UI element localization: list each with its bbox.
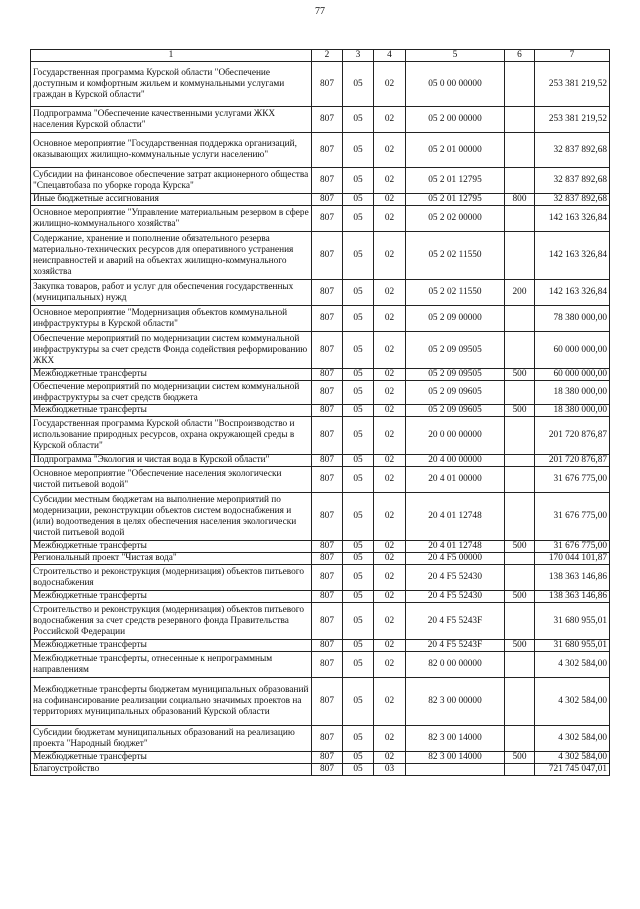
cell-name: Межбюджетные трансферты (31, 405, 312, 417)
cell-name: Субсидии бюджетам муниципальных образований на реализацию проекта "Народный бюджет" (31, 726, 312, 752)
header-col-3: 3 (343, 50, 374, 62)
page-number: 77 (315, 6, 325, 17)
cell-amount: 142 163 326,84 (535, 206, 610, 232)
cell-expense-type: 800 (505, 194, 535, 206)
table-row (31, 553, 610, 565)
table-row (31, 369, 610, 381)
cell-expense-type (505, 467, 535, 493)
cell-amount: 4 302 584,00 (535, 752, 610, 764)
cell-amount: 31 680 955,01 (535, 603, 610, 640)
cell-subsection: 02 (374, 652, 406, 678)
cell-subsection: 02 (374, 565, 406, 591)
cell-section: 05 (343, 405, 374, 417)
cell-amount: 201 720 876,87 (535, 455, 610, 467)
cell-expense-type (505, 107, 535, 133)
cell-admin-code: 807 (312, 332, 343, 369)
cell-name: Обеспечение мероприятий по модернизации систем коммунальной инфраструктуры за счет средств Фонда содействия реформированию ЖКХ (31, 332, 312, 369)
cell-name: Строительство и реконструкция (модернизация) объектов питьевого водоснабжения (31, 565, 312, 591)
table-row (31, 417, 610, 455)
cell-expense-type (505, 417, 535, 455)
cell-subsection: 02 (374, 381, 406, 405)
cell-name: Подпрограмма "Обеспечение качественными услугами ЖКХ населения Курской области" (31, 107, 312, 133)
cell-admin-code: 807 (312, 591, 343, 603)
cell-name: Основное мероприятие "Обеспечение населения экологически чистой питьевой водой" (31, 467, 312, 493)
cell-subsection: 02 (374, 280, 406, 306)
cell-target-article: 82 3 00 14000 (406, 726, 505, 752)
cell-admin-code: 807 (312, 553, 343, 565)
cell-name: Обеспечение мероприятий по модернизации систем коммунальной инфраструктуры за счет средств бюджета (31, 381, 312, 405)
table-row (31, 107, 610, 133)
cell-expense-type (505, 206, 535, 232)
header-col-2: 2 (312, 50, 343, 62)
cell-name: Региональный проект "Чистая вода" (31, 553, 312, 565)
cell-section: 05 (343, 455, 374, 467)
table-row (31, 467, 610, 493)
cell-amount: 721 745 047,01 (535, 764, 610, 776)
cell-section: 05 (343, 603, 374, 640)
cell-target-article: 05 0 00 00000 (406, 62, 505, 107)
cell-name: Подпрограмма "Экология и чистая вода в Курской области" (31, 455, 312, 467)
cell-section: 05 (343, 678, 374, 726)
cell-subsection: 02 (374, 726, 406, 752)
cell-subsection: 02 (374, 541, 406, 553)
cell-subsection: 02 (374, 603, 406, 640)
cell-target-article: 20 4 F5 5243F (406, 603, 505, 640)
table-row (31, 168, 610, 194)
budget-table (30, 49, 610, 776)
cell-name: Основное мероприятие "Управление материальным резервом в сфере жилищно-коммунального хозяйства" (31, 206, 312, 232)
cell-subsection: 02 (374, 306, 406, 332)
cell-expense-type (505, 133, 535, 168)
cell-expense-type: 500 (505, 369, 535, 381)
cell-name: Государственная программа Курской области "Обеспечение доступным и комфортным жильем и коммунальными услугами граждан в Курской области" (31, 62, 312, 107)
cell-name: Благоустройство (31, 764, 312, 776)
cell-amount: 18 380 000,00 (535, 405, 610, 417)
cell-expense-type (505, 603, 535, 640)
cell-amount: 142 163 326,84 (535, 280, 610, 306)
cell-subsection: 02 (374, 206, 406, 232)
cell-section: 05 (343, 369, 374, 381)
table-row (31, 62, 610, 107)
cell-subsection: 02 (374, 369, 406, 381)
cell-expense-type (505, 168, 535, 194)
cell-subsection: 02 (374, 168, 406, 194)
cell-name: Содержание, хранение и пополнение обязательного резерва материально-технических ресурсов для оперативного устранения неисправностей и аварий на объектах жилищно-коммунального хозяйства (31, 232, 312, 280)
cell-name: Субсидии местным бюджетам на выполнение мероприятий по модернизации, реконструкции объектов систем водоснабжения и (или) водоотведения в целях обеспечения населения экологически чистой питьевой водой (31, 493, 312, 541)
cell-section: 05 (343, 591, 374, 603)
header-col-6: 6 (505, 50, 535, 62)
cell-admin-code: 807 (312, 107, 343, 133)
cell-expense-type (505, 553, 535, 565)
cell-amount: 142 163 326,84 (535, 232, 610, 280)
cell-admin-code: 807 (312, 565, 343, 591)
cell-expense-type (505, 726, 535, 752)
cell-name: Иные бюджетные ассигнования (31, 194, 312, 206)
cell-admin-code: 807 (312, 455, 343, 467)
cell-subsection: 02 (374, 133, 406, 168)
table-row (31, 726, 610, 752)
cell-amount: 60 000 000,00 (535, 369, 610, 381)
cell-section: 05 (343, 168, 374, 194)
cell-name: Межбюджетные трансферты (31, 369, 312, 381)
cell-target-article: 82 3 00 00000 (406, 678, 505, 726)
cell-expense-type (505, 652, 535, 678)
cell-admin-code: 807 (312, 232, 343, 280)
cell-section: 05 (343, 764, 374, 776)
cell-admin-code: 807 (312, 603, 343, 640)
table-row (31, 640, 610, 652)
cell-section: 05 (343, 206, 374, 232)
cell-section: 05 (343, 62, 374, 107)
cell-admin-code: 807 (312, 381, 343, 405)
cell-subsection: 02 (374, 467, 406, 493)
cell-expense-type: 500 (505, 405, 535, 417)
cell-admin-code: 807 (312, 678, 343, 726)
cell-target-article: 82 0 00 00000 (406, 652, 505, 678)
cell-amount: 170 044 101,87 (535, 553, 610, 565)
cell-section: 05 (343, 133, 374, 168)
cell-name: Основное мероприятие "Государственная поддержка организаций, оказывающих жилищно-коммунальные услуги населению" (31, 133, 312, 168)
cell-target-article: 05 2 09 00000 (406, 306, 505, 332)
table-row (31, 133, 610, 168)
table-row (31, 381, 610, 405)
cell-amount: 4 302 584,00 (535, 726, 610, 752)
cell-section: 05 (343, 752, 374, 764)
cell-subsection: 02 (374, 232, 406, 280)
cell-section: 05 (343, 726, 374, 752)
cell-subsection: 02 (374, 405, 406, 417)
cell-expense-type (505, 306, 535, 332)
table-row (31, 280, 610, 306)
cell-admin-code: 807 (312, 133, 343, 168)
cell-name: Государственная программа Курской области "Воспроизводство и использование природных ресурсов, охрана окружающей среды в Курской области" (31, 417, 312, 455)
cell-amount: 253 381 219,52 (535, 62, 610, 107)
table-row (31, 405, 610, 417)
cell-section: 05 (343, 417, 374, 455)
cell-target-article: 82 3 00 14000 (406, 752, 505, 764)
cell-target-article: 20 4 F5 00000 (406, 553, 505, 565)
cell-section: 05 (343, 467, 374, 493)
cell-target-article: 05 2 01 00000 (406, 133, 505, 168)
cell-name: Закупка товаров, работ и услуг для обеспечения государственных (муниципальных) нужд (31, 280, 312, 306)
cell-target-article: 20 0 00 00000 (406, 417, 505, 455)
cell-admin-code: 807 (312, 306, 343, 332)
cell-amount: 253 381 219,52 (535, 107, 610, 133)
cell-section: 05 (343, 553, 374, 565)
cell-expense-type: 200 (505, 280, 535, 306)
cell-name: Основное мероприятие "Модернизация объектов коммунальной инфраструктуры в Курской области" (31, 306, 312, 332)
table-row (31, 306, 610, 332)
table-row (31, 232, 610, 280)
cell-name: Субсидии на финансовое обеспечение затрат акционерного общества "Спецавтобаза по уборке города Курска" (31, 168, 312, 194)
cell-amount: 138 363 146,86 (535, 565, 610, 591)
cell-admin-code: 807 (312, 417, 343, 455)
table-row (31, 455, 610, 467)
cell-section: 05 (343, 107, 374, 133)
header-col-7: 7 (535, 50, 610, 62)
cell-subsection: 02 (374, 752, 406, 764)
cell-section: 05 (343, 306, 374, 332)
cell-admin-code: 807 (312, 652, 343, 678)
cell-amount: 4 302 584,00 (535, 652, 610, 678)
cell-expense-type (505, 62, 535, 107)
cell-admin-code: 807 (312, 467, 343, 493)
cell-section: 05 (343, 640, 374, 652)
cell-section: 05 (343, 652, 374, 678)
cell-section: 05 (343, 493, 374, 541)
cell-name: Строительство и реконструкция (модернизация) объектов питьевого водоснабжения за счет средств резервного фонда Правительства Российской Федерации (31, 603, 312, 640)
cell-admin-code: 807 (312, 369, 343, 381)
header-col-4: 4 (374, 50, 406, 62)
cell-admin-code: 807 (312, 726, 343, 752)
cell-target-article (406, 764, 505, 776)
cell-name: Межбюджетные трансферты (31, 752, 312, 764)
cell-amount: 31 676 775,00 (535, 541, 610, 553)
cell-subsection: 02 (374, 553, 406, 565)
header-col-5: 5 (406, 50, 505, 62)
cell-subsection: 02 (374, 194, 406, 206)
cell-expense-type (505, 764, 535, 776)
cell-target-article: 20 4 01 12748 (406, 493, 505, 541)
cell-target-article: 05 2 02 11550 (406, 280, 505, 306)
cell-subsection: 02 (374, 332, 406, 369)
cell-target-article: 20 4 00 00000 (406, 455, 505, 467)
cell-target-article: 05 2 09 09505 (406, 332, 505, 369)
cell-section: 05 (343, 194, 374, 206)
cell-subsection: 02 (374, 591, 406, 603)
cell-subsection: 02 (374, 493, 406, 541)
cell-target-article: 20 4 01 12748 (406, 541, 505, 553)
cell-subsection: 02 (374, 107, 406, 133)
cell-subsection: 02 (374, 455, 406, 467)
cell-amount: 32 837 892,68 (535, 194, 610, 206)
cell-target-article: 05 2 01 12795 (406, 168, 505, 194)
cell-name: Межбюджетные трансферты (31, 591, 312, 603)
cell-name: Межбюджетные трансферты (31, 640, 312, 652)
table-row (31, 565, 610, 591)
cell-expense-type (505, 493, 535, 541)
cell-admin-code: 807 (312, 764, 343, 776)
table-row (31, 752, 610, 764)
cell-target-article: 05 2 09 09505 (406, 369, 505, 381)
cell-admin-code: 807 (312, 206, 343, 232)
cell-name: Межбюджетные трансферты, отнесенные к непрограммным направлениям (31, 652, 312, 678)
cell-amount: 31 676 775,00 (535, 493, 610, 541)
cell-amount: 18 380 000,00 (535, 381, 610, 405)
cell-section: 05 (343, 565, 374, 591)
cell-subsection: 02 (374, 678, 406, 726)
cell-section: 05 (343, 541, 374, 553)
cell-admin-code: 807 (312, 194, 343, 206)
table-row (31, 206, 610, 232)
cell-section: 05 (343, 381, 374, 405)
cell-admin-code: 807 (312, 168, 343, 194)
cell-subsection: 02 (374, 417, 406, 455)
table-row (31, 591, 610, 603)
header-row (31, 50, 610, 62)
cell-expense-type (505, 565, 535, 591)
cell-expense-type (505, 455, 535, 467)
header-col-1: 1 (31, 50, 312, 62)
cell-target-article: 05 2 00 00000 (406, 107, 505, 133)
cell-section: 05 (343, 232, 374, 280)
cell-expense-type (505, 332, 535, 369)
cell-amount: 4 302 584,00 (535, 678, 610, 726)
cell-section: 05 (343, 280, 374, 306)
cell-target-article: 05 2 02 00000 (406, 206, 505, 232)
cell-amount: 32 837 892,68 (535, 168, 610, 194)
cell-target-article: 20 4 F5 52430 (406, 591, 505, 603)
cell-amount: 138 363 146,86 (535, 591, 610, 603)
cell-subsection: 03 (374, 764, 406, 776)
table-row (31, 541, 610, 553)
cell-admin-code: 807 (312, 493, 343, 541)
table-row (31, 678, 610, 726)
cell-amount: 31 676 775,00 (535, 467, 610, 493)
cell-section: 05 (343, 332, 374, 369)
cell-expense-type (505, 232, 535, 280)
cell-admin-code: 807 (312, 62, 343, 107)
cell-amount: 78 380 000,00 (535, 306, 610, 332)
cell-admin-code: 807 (312, 280, 343, 306)
table-row (31, 764, 610, 776)
cell-target-article: 05 2 02 11550 (406, 232, 505, 280)
cell-expense-type (505, 678, 535, 726)
table-row (31, 603, 610, 640)
cell-admin-code: 807 (312, 752, 343, 764)
cell-admin-code: 807 (312, 640, 343, 652)
cell-name: Межбюджетные трансферты (31, 541, 312, 553)
table-row (31, 332, 610, 369)
cell-admin-code: 807 (312, 541, 343, 553)
cell-target-article: 20 4 F5 5243F (406, 640, 505, 652)
cell-target-article: 20 4 01 00000 (406, 467, 505, 493)
cell-amount: 201 720 876,87 (535, 417, 610, 455)
table-row (31, 493, 610, 541)
cell-target-article: 20 4 F5 52430 (406, 565, 505, 591)
cell-expense-type: 500 (505, 640, 535, 652)
cell-expense-type: 500 (505, 752, 535, 764)
cell-target-article: 05 2 09 09605 (406, 405, 505, 417)
cell-admin-code: 807 (312, 405, 343, 417)
table-row (31, 194, 610, 206)
cell-target-article: 05 2 09 09605 (406, 381, 505, 405)
cell-expense-type (505, 381, 535, 405)
cell-expense-type: 500 (505, 541, 535, 553)
table-row (31, 652, 610, 678)
cell-subsection: 02 (374, 62, 406, 107)
cell-amount: 32 837 892,68 (535, 133, 610, 168)
cell-target-article: 05 2 01 12795 (406, 194, 505, 206)
cell-subsection: 02 (374, 640, 406, 652)
cell-amount: 60 000 000,00 (535, 332, 610, 369)
cell-amount: 31 680 955,01 (535, 640, 610, 652)
cell-name: Межбюджетные трансферты бюджетам муниципальных образований на софинансирование реализации социально значимых проектов на территориях муниципальных образований Курской области (31, 678, 312, 726)
cell-expense-type: 500 (505, 591, 535, 603)
